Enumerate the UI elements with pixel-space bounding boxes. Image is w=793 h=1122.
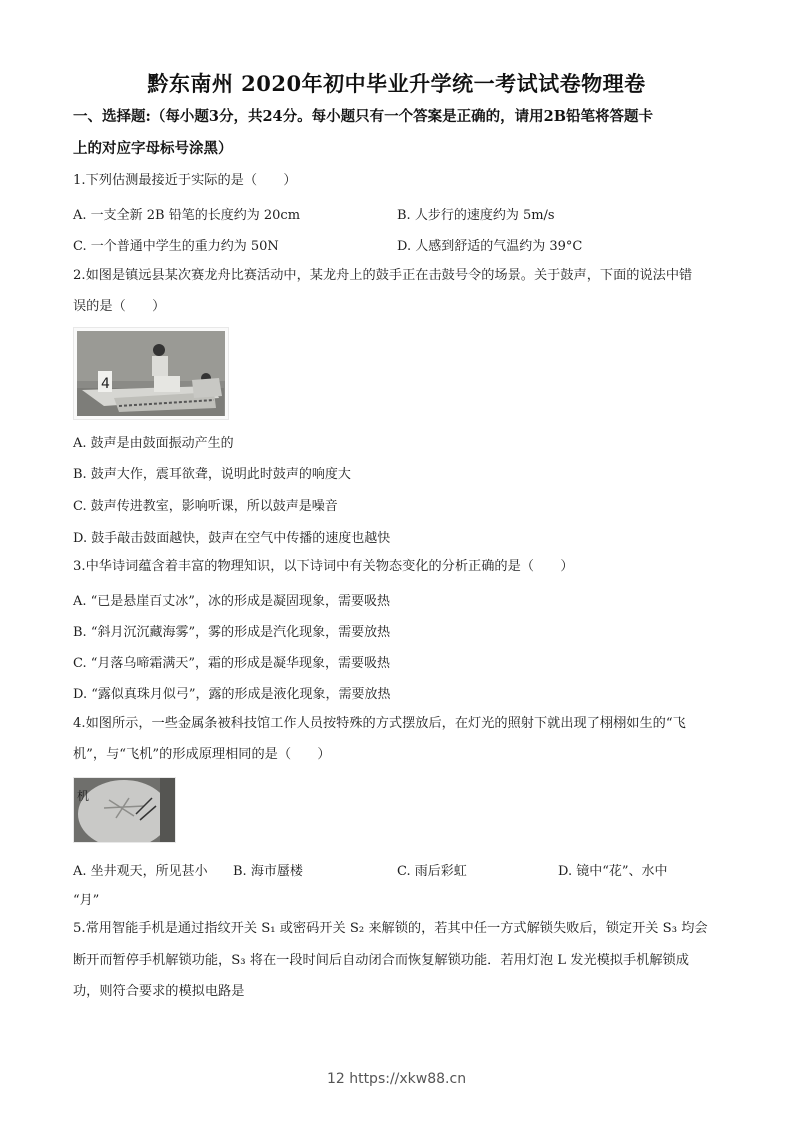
question-4-option-c: C. 雨后彩虹	[397, 864, 467, 879]
dragon-boat-illustration	[74, 328, 228, 419]
dragon-boat-photo	[73, 327, 229, 420]
question-5-stem-line-1: 5.常用智能手机是通过指纹开关 S₁ 或密码开关 S₂ 来解锁的，若其中任一方式解锁失败后，锁定开关 S₃ 均会	[73, 921, 708, 936]
section-heading-line-2: 上的对应字母标号涂黑）	[73, 140, 233, 157]
question-2-option-b: B. 鼓声大作，震耳欲聋，说明此时鼓声的响度大	[73, 467, 351, 482]
question-3-option-a: A. “已是悬崖百丈冰”，冰的形成是凝固现象，需要吸热	[73, 594, 390, 609]
question-2-option-d: D. 鼓手敲击鼓面越快，鼓声在空气中传播的速度也越快	[73, 531, 391, 546]
section-heading-line-1: 一、选择题:（每小题3分，共24分。每小题只有一个答案是正确的，请用2B铅笔将答题卡	[73, 108, 653, 125]
question-3-option-b: B. “斜月沉沉藏海雾”，雾的形成是汽化现象，需要放热	[73, 625, 391, 640]
question-3-option-d: D. “露似真珠月似弓”，露的形成是液化现象，需要放热	[73, 687, 391, 702]
question-2-option-c: C. 鼓声传进教室，影响听课，所以鼓声是噪音	[73, 499, 338, 514]
question-3-option-c: C. “月落乌啼霜满天”，霜的形成是凝华现象，需要吸热	[73, 656, 391, 671]
question-2-stem-line-1: 2.如图是镇远县某次赛龙舟比赛活动中，某龙舟上的鼓手正在击鼓号令的场景。关于鼓声，下面的说法中错	[73, 268, 693, 283]
question-2-stem-line-2: 误的是（ ）	[73, 299, 166, 314]
question-3-stem: 3.中华诗词蕴含着丰富的物理知识，以下诗词中有关物态变化的分析正确的是（ ）	[73, 559, 574, 574]
question-4-option-d-continued: “月”	[73, 893, 100, 908]
question-1-option-d: D. 人感到舒适的气温约为 39°C	[397, 239, 583, 254]
question-4-option-b: B. 海市蜃楼	[233, 864, 303, 879]
svg-text:4: 4	[101, 376, 110, 392]
metal-strips-airplane-photo	[73, 777, 176, 843]
question-4-stem-line-2: 机”，与“飞机”的形成原理相同的是（ ）	[73, 747, 331, 762]
question-4-option-a: A. 坐井观天，所见甚小	[73, 864, 208, 879]
question-4-option-d: D. 镜中“花”、水中	[558, 864, 668, 879]
question-1-option-c: C. 一个普通中学生的重力约为 50N	[73, 239, 279, 254]
question-1-option-b: B. 人步行的速度约为 5m/s	[397, 208, 555, 223]
page-footer: 12 https://xkw88.cn	[326, 1071, 467, 1087]
question-4-stem-line-1: 4.如图所示，一些金属条被科技馆工作人员按特殊的方式摆放后，在灯光的照射下就出现了栩栩如生的“飞	[73, 716, 686, 731]
svg-text:机: 机	[77, 789, 90, 803]
question-5-stem-line-3: 功，则符合要求的模拟电路是	[73, 984, 245, 999]
question-2-option-a: A. 鼓声是由鼓面振动产生的	[73, 436, 234, 451]
page-title: 黔东南州 2020年初中毕业升学统一考试试卷物理卷	[147, 71, 646, 96]
airplane-shadow-illustration	[74, 778, 175, 842]
question-1-stem: 1.下列估测最接近于实际的是（ ）	[73, 173, 297, 188]
question-1-option-a: A. 一支全新 2B 铅笔的长度约为 20cm	[73, 208, 301, 223]
question-5-stem-line-2: 断开而暂停手机解锁功能，S₃ 将在一段时间后自动闭合而恢复解锁功能．若用灯泡 L 发光模拟手机解锁成	[73, 953, 689, 968]
